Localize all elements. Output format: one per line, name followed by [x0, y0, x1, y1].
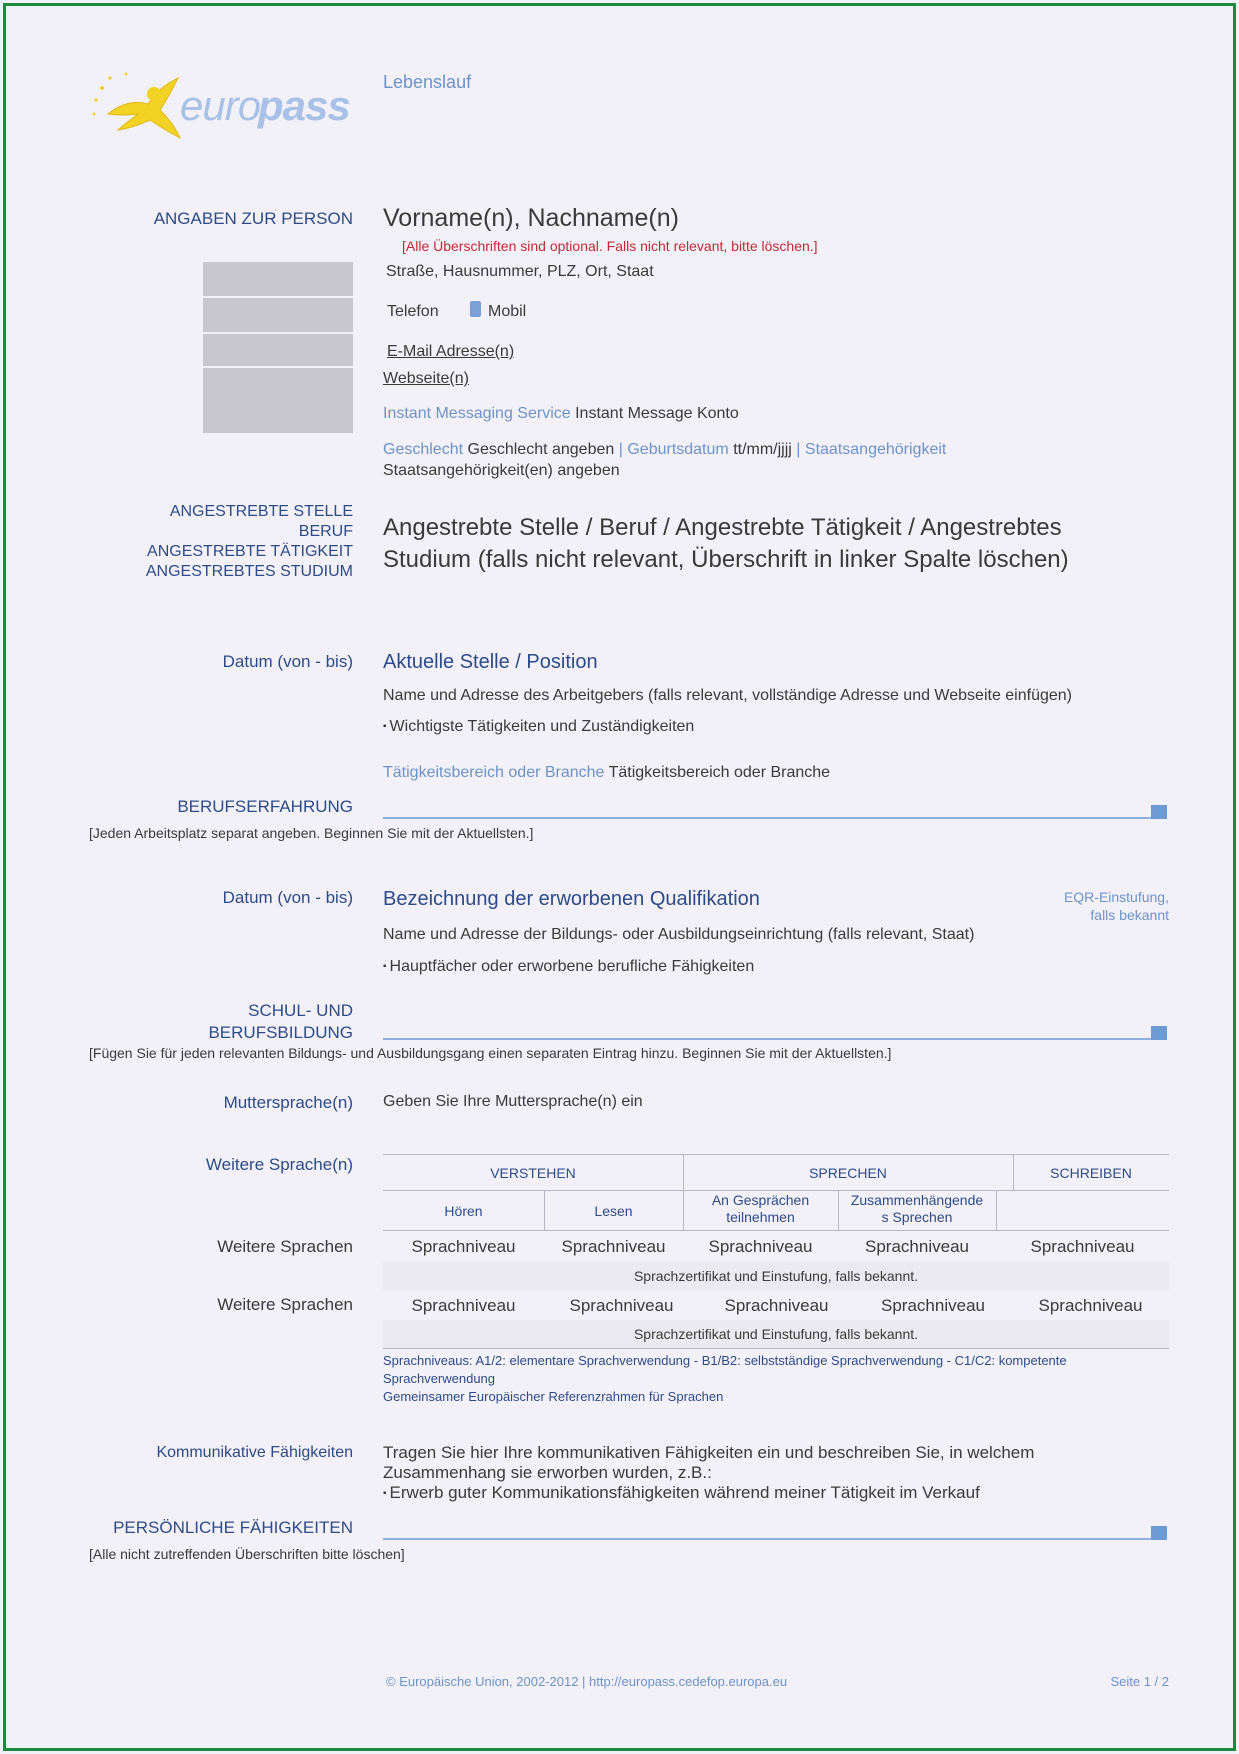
level-reading: Sprachniveau	[561, 1237, 666, 1256]
footer-copyright: © Europäische Union, 2002-2012 | http://europass.cedefop.europa.eu	[386, 1674, 788, 1689]
language-name: Weitere Sprachen	[217, 1295, 353, 1314]
skills-section-title: PERSÖNLICHE FÄHIGKEITEN	[113, 1518, 353, 1537]
education-qualification: Bezeichnung der erworbenen Qualifikation	[383, 888, 760, 910]
sub-listening: Hören	[444, 1203, 483, 1219]
work-section-title: BERUFSERFAHRUNG	[177, 797, 353, 816]
section-divider	[383, 1038, 1167, 1040]
document-title: Lebenslauf	[383, 72, 472, 92]
work-sector-row	[383, 764, 830, 782]
section-divider	[383, 1538, 1167, 1540]
education-section-note: [Fügen Sie für jeden relevanten Bildungs- und Ausbildungsgang einen separaten Eintrag hinzu. Beginnen Sie mit der Aktuellsten.]	[89, 1045, 892, 1061]
mother-tongue-label: Muttersprache(n)	[223, 1093, 353, 1112]
other-languages-label: Weitere Sprache(n)	[205, 1155, 353, 1174]
section-marker-icon	[1151, 1026, 1167, 1040]
footer-page-number: Seite 1 / 2	[1110, 1674, 1169, 1689]
website-link[interactable]: Webseite(n)	[383, 370, 469, 387]
nationality-value: Staatsangehörigkeit(en) angeben	[383, 462, 620, 479]
section-marker-icon	[1151, 1526, 1167, 1540]
education-date: Datum (von - bis)	[222, 888, 353, 907]
sub-reading: Lesen	[594, 1203, 633, 1219]
mother-tongue-value: Geben Sie Ihre Muttersprache(n) ein	[383, 1093, 643, 1110]
col-writing: SCHREIBEN	[1050, 1165, 1132, 1181]
communication-skills-text: Tragen Sie hier Ihre kommunikativen Fähigkeiten ein und beschreiben Sie, in welchem Zusammenhang sie erworben wurden, z.B.: ▪ Erwerb guter Kommunikationsfähigkeiten während meiner Tätigkeit im Verkauf	[383, 1443, 1034, 1504]
work-employer: Name und Adresse des Arbeitgebers (falls relevant, vollständige Adresse und Webseite einfügen)	[383, 687, 1072, 704]
target-label: ANGESTREBTE STELLE BERUF ANGESTREBTE TÄTIGKEIT ANGESTREBTES STUDIUM	[145, 503, 353, 580]
logo-word-light: euro	[180, 82, 261, 129]
person-name: Vorname(n), Nachname(n)	[383, 204, 679, 232]
gender-label: Geschlecht	[383, 441, 464, 458]
eqf-level: EQR-Einstufung, falls bekannt	[1063, 889, 1169, 923]
level-writing: Sprachniveau	[1038, 1296, 1143, 1315]
level-listening: Sprachniveau	[411, 1237, 516, 1256]
person-section-label: ANGABEN ZUR PERSON	[153, 209, 353, 228]
work-section-note: [Jeden Arbeitsplatz separat angeben. Beginnen Sie mit der Aktuellsten.]	[89, 825, 534, 841]
optional-note: [Alle Überschriften sind optional. Falls nicht relevant, bitte löschen.]	[402, 238, 818, 254]
logo-word-bold: pass	[258, 82, 350, 129]
europass-logo	[88, 68, 368, 148]
section-marker-icon	[1151, 805, 1167, 819]
education-section-title: SCHUL- UND BERUFSBILDUNG	[208, 1001, 353, 1042]
col-speaking: SPRECHEN	[809, 1165, 887, 1181]
cefr-link[interactable]: Gemeinsamer Europäischer Referenzrahmen für Sprachen	[383, 1389, 724, 1404]
im-value: Instant Message Konto	[575, 405, 739, 422]
gender-value: Geschlecht angeben	[467, 441, 615, 458]
level-writing: Sprachniveau	[1030, 1237, 1135, 1256]
level-listening: Sprachniveau	[411, 1296, 516, 1315]
sub-interaction: An Gesprächen teilnehmen	[711, 1192, 810, 1225]
separator: |	[618, 441, 623, 458]
language-certificate: Sprachzertifikat und Einstufung, falls bekannt.	[383, 1320, 1169, 1348]
language-certificate: Sprachzertifikat und Einstufung, falls bekannt.	[383, 1262, 1169, 1290]
im-label: Instant Messaging Service	[383, 405, 571, 422]
language-legend: Sprachniveaus: A1/2: elementare Sprachverwendung - B1/B2: selbstständige Sprachverwendung - C1/C2: kompetente Sprachverwendung Gemeinsamer Europäischer Referenzrahmen für Sprachen	[383, 1353, 1067, 1404]
section-divider	[383, 817, 1167, 819]
target-text: Angestrebte Stelle / Beruf / Angestrebte Tätigkeit / Angestrebtes Studium (falls nicht relevant, Überschrift in linker Spalte löschen)	[383, 514, 1069, 573]
level-reading: Sprachniveau	[569, 1296, 674, 1315]
education-institution: Name und Adresse der Bildungs- oder Ausbildungseinrichtung (falls relevant, Staat)	[383, 926, 975, 943]
personal-details-row	[383, 441, 946, 459]
level-interaction: Sprachniveau	[708, 1237, 813, 1256]
level-production: Sprachniveau	[881, 1296, 985, 1315]
work-date: Datum (von - bis)	[222, 652, 353, 671]
address: Straße, Hausnummer, PLZ, Ort, Staat	[386, 263, 654, 280]
birth-label: Geburtsdatum	[627, 441, 729, 458]
sub-production: Zusammenhängende s Sprechen	[850, 1192, 984, 1225]
mobile-phone-icon	[470, 301, 481, 317]
nationality-label: Staatsangehörigkeit	[804, 441, 947, 458]
separator: |	[796, 441, 801, 458]
work-activities: ▪ Wichtigste Tätigkeiten und Zuständigkeiten	[383, 718, 694, 736]
phone-label: Telefon	[387, 303, 439, 320]
birth-value: tt/mm/jjjj	[733, 441, 792, 458]
education-subjects: ▪ Hauptfächer oder erworbene berufliche Fähigkeiten	[383, 958, 754, 976]
sector-value: Tätigkeitsbereich oder Branche	[608, 764, 831, 781]
skills-section-note: [Alle nicht zutreffenden Überschriften bitte löschen]	[89, 1546, 405, 1562]
communication-skills-label: Kommunikative Fähigkeiten	[156, 1444, 353, 1461]
col-understanding: VERSTEHEN	[490, 1165, 576, 1181]
level-interaction: Sprachniveau	[724, 1296, 829, 1315]
sector-label: Tätigkeitsbereich oder Branche	[383, 764, 605, 781]
im-row	[383, 405, 739, 423]
work-position: Aktuelle Stelle / Position	[383, 651, 598, 673]
language-name: Weitere Sprachen	[217, 1237, 353, 1256]
email-link[interactable]: E-Mail Adresse(n)	[387, 343, 515, 360]
mobile-label: Mobil	[488, 303, 527, 320]
level-production: Sprachniveau	[865, 1237, 969, 1256]
